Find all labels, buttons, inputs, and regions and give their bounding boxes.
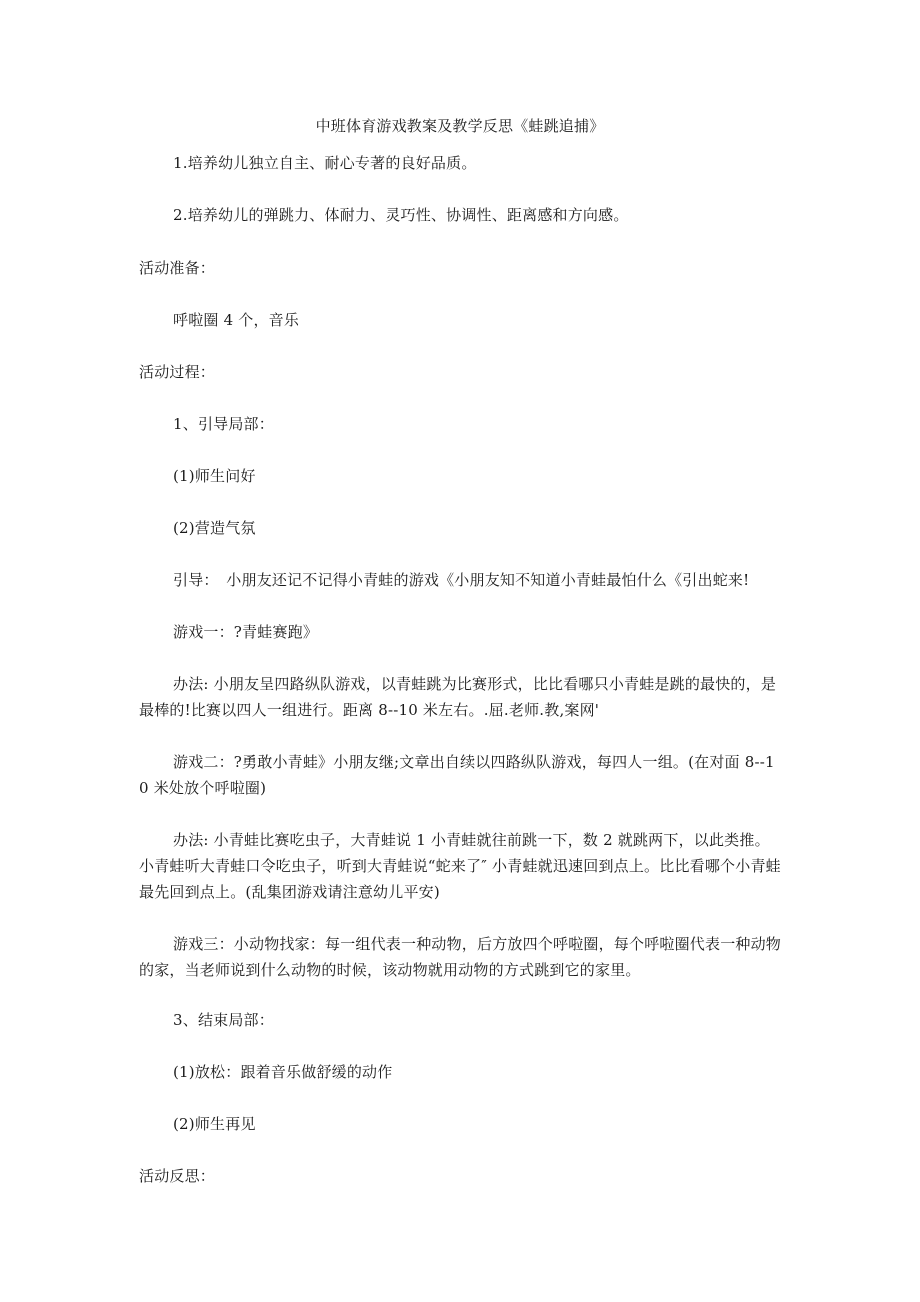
step-1-heading: 1、引导局部： (173, 415, 274, 433)
game-2-method: 办法: 小青蛙比赛吃虫子，大青蛙说 1 小青蛙就往前跳一下，数 2 就跳两下，以此类推。小青蛙听大青蛙口令吃虫子，听到大青蛙说“蛇来了″ 小青蛙就迅速回到点上。比比看哪个小青蛙最先回到点上。(乱集团游戏请注意幼儿平安) (139, 831, 781, 901)
process-heading: 活动过程： (139, 363, 216, 381)
game-1-method: 办法: 小朋友呈四路纵队游戏，以青蛙跳为比赛形式，比比看哪只小青蛙是跳的最快的，是最棒的!比赛以四人一组进行。距离 8--10 米左右。.屈.老师.教,案网' (139, 675, 777, 719)
document-title: 中班体育游戏教案及教学反思《蛙跳追捕》 (315, 117, 605, 135)
game-3-description: 游戏三：小动物找家：每一组代表一种动物，后方放四个呼啦圈，每个呼啦圈代表一种动物的家，当老师说到什么动物的时候，该动物就用动物的方式跳到它的家里。 (139, 935, 782, 979)
step-3-a: (1)放松：跟着音乐做舒缓的动作 (173, 1063, 393, 1081)
goal-1: 1.培养幼儿独立自主、耐心专著的良好品质。 (173, 154, 477, 172)
step-1-a: (1)师生问好 (173, 467, 256, 485)
step-1-b: (2)营造气氛 (173, 519, 256, 537)
prep-items: 呼啦圈 4 个，音乐 (173, 311, 300, 329)
reflection-heading: 活动反思： (139, 1167, 216, 1185)
prep-heading: 活动准备： (139, 259, 216, 277)
step-3-b: (2)师生再见 (173, 1115, 256, 1133)
guide-text: 引导： 小朋友还记不记得小青蛙的游戏《小朋友知不知道小青蛙最怕什么《引出蛇来! (173, 571, 750, 589)
game-2-description: 游戏二：?勇敢小青蛙》小朋友继;文章出自续以四路纵队游戏，每四人一组。(在对面 8--10 米处放个呼啦圈) (139, 753, 775, 797)
goal-2: 2.培养幼儿的弹跳力、体耐力、灵巧性、协调性、距离感和方向感。 (173, 206, 629, 224)
step-3-heading: 3、结束局部： (173, 1011, 274, 1029)
game-1-title: 游戏一：?青蛙赛跑》 (173, 623, 319, 641)
